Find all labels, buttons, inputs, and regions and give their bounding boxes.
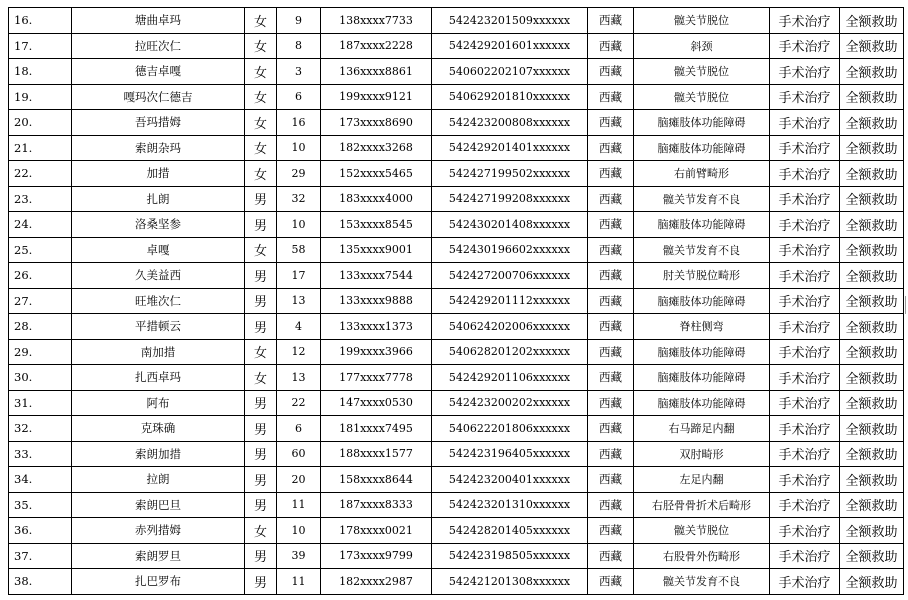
id-number-cell: 542423200202xxxxxx xyxy=(432,390,588,416)
diagnosis-cell: 脑瘫肢体功能障碍 xyxy=(634,339,770,365)
region-cell: 西藏 xyxy=(588,467,634,493)
aid-cell: 全额救助 xyxy=(840,467,904,493)
table-row xyxy=(9,518,904,544)
phone-cell: 133xxxx1373 xyxy=(321,314,432,340)
table-row xyxy=(9,212,904,238)
diagnosis-cell: 脑瘫肢体功能障碍 xyxy=(634,390,770,416)
name-cell: 洛桑坚参 xyxy=(72,212,245,238)
aid-cell: 全额救助 xyxy=(840,59,904,85)
sex-cell: 男 xyxy=(245,314,277,340)
diagnosis-cell: 髋关节发育不良 xyxy=(634,569,770,595)
table-row xyxy=(9,339,904,365)
phone-cell: 188xxxx1577 xyxy=(321,441,432,467)
aid-cell: 全额救助 xyxy=(840,135,904,161)
id-number-cell: 540628201202xxxxxx xyxy=(432,339,588,365)
row-number-cell: 24. xyxy=(9,212,72,238)
region-cell: 西藏 xyxy=(588,518,634,544)
sex-cell: 女 xyxy=(245,84,277,110)
row-number-cell: 38. xyxy=(9,569,72,595)
treatment-cell: 手术治疗 xyxy=(770,314,840,340)
aid-cell: 全额救助 xyxy=(840,212,904,238)
sex-cell: 男 xyxy=(245,390,277,416)
treatment-cell: 手术治疗 xyxy=(770,263,840,289)
aid-cell: 全额救助 xyxy=(840,416,904,442)
diagnosis-cell: 右前臂畸形 xyxy=(634,161,770,187)
treatment-cell: 手术治疗 xyxy=(770,416,840,442)
phone-cell: 133xxxx9888 xyxy=(321,288,432,314)
region-cell: 西藏 xyxy=(588,110,634,136)
sex-cell: 男 xyxy=(245,186,277,212)
aid-cell: 全额救助 xyxy=(840,33,904,59)
diagnosis-cell: 斜颈 xyxy=(634,33,770,59)
name-cell: 塘曲卓玛 xyxy=(72,8,245,34)
diagnosis-cell: 髋关节脱位 xyxy=(634,8,770,34)
phone-cell: 173xxxx8690 xyxy=(321,110,432,136)
treatment-cell: 手术治疗 xyxy=(770,441,840,467)
table-row xyxy=(9,263,904,289)
id-number-cell: 542427199502xxxxxx xyxy=(432,161,588,187)
phone-cell: 138xxxx7733 xyxy=(321,8,432,34)
diagnosis-cell: 髋关节脱位 xyxy=(634,518,770,544)
sex-cell: 男 xyxy=(245,288,277,314)
diagnosis-cell: 脑瘫肢体功能障碍 xyxy=(634,288,770,314)
table-row xyxy=(9,186,904,212)
sex-cell: 男 xyxy=(245,492,277,518)
sex-cell: 女 xyxy=(245,237,277,263)
region-cell: 西藏 xyxy=(588,33,634,59)
row-number-cell: 29. xyxy=(9,339,72,365)
row-number-cell: 21. xyxy=(9,135,72,161)
treatment-cell: 手术治疗 xyxy=(770,84,840,110)
phone-cell: 173xxxx9799 xyxy=(321,543,432,569)
treatment-cell: 手术治疗 xyxy=(770,467,840,493)
id-number-cell: 542429201106xxxxxx xyxy=(432,365,588,391)
treatment-cell: 手术治疗 xyxy=(770,59,840,85)
aid-cell: 全额救助 xyxy=(840,288,904,314)
sex-cell: 女 xyxy=(245,33,277,59)
treatment-cell: 手术治疗 xyxy=(770,569,840,595)
id-number-cell: 542423201509xxxxxx xyxy=(432,8,588,34)
aid-cell: 全额救助 xyxy=(840,492,904,518)
treatment-cell: 手术治疗 xyxy=(770,186,840,212)
age-cell: 8 xyxy=(277,33,321,59)
row-number-cell: 18. xyxy=(9,59,72,85)
id-number-cell: 542423200401xxxxxx xyxy=(432,467,588,493)
diagnosis-cell: 髋关节脱位 xyxy=(634,84,770,110)
diagnosis-cell: 脑瘫肢体功能障碍 xyxy=(634,135,770,161)
name-cell: 南加措 xyxy=(72,339,245,365)
diagnosis-cell: 双肘畸形 xyxy=(634,441,770,467)
sex-cell: 女 xyxy=(245,110,277,136)
sex-cell: 女 xyxy=(245,8,277,34)
row-number-cell: 34. xyxy=(9,467,72,493)
phone-cell: 158xxxx8644 xyxy=(321,467,432,493)
age-cell: 10 xyxy=(277,135,321,161)
sex-cell: 男 xyxy=(245,569,277,595)
name-cell: 索朗加措 xyxy=(72,441,245,467)
name-cell: 嘎玛次仁德吉 xyxy=(72,84,245,110)
age-cell: 16 xyxy=(277,110,321,136)
name-cell: 久美益西 xyxy=(72,263,245,289)
phone-cell: 133xxxx7544 xyxy=(321,263,432,289)
table-row xyxy=(9,569,904,595)
id-number-cell: 542423196405xxxxxx xyxy=(432,441,588,467)
region-cell: 西藏 xyxy=(588,263,634,289)
aid-cell: 全额救助 xyxy=(840,314,904,340)
id-number-cell: 540622201806xxxxxx xyxy=(432,416,588,442)
phone-cell: 182xxxx3268 xyxy=(321,135,432,161)
row-number-cell: 33. xyxy=(9,441,72,467)
sex-cell: 女 xyxy=(245,365,277,391)
row-number-cell: 36. xyxy=(9,518,72,544)
id-number-cell: 540629201810xxxxxx xyxy=(432,84,588,110)
table-row xyxy=(9,33,904,59)
row-number-cell: 35. xyxy=(9,492,72,518)
name-cell: 克珠确 xyxy=(72,416,245,442)
treatment-cell: 手术治疗 xyxy=(770,543,840,569)
row-number-cell: 30. xyxy=(9,365,72,391)
name-cell: 拉旺次仁 xyxy=(72,33,245,59)
table-row xyxy=(9,84,904,110)
patient-table xyxy=(8,7,904,595)
age-cell: 13 xyxy=(277,365,321,391)
diagnosis-cell: 髋关节发育不良 xyxy=(634,237,770,263)
table-row xyxy=(9,161,904,187)
name-cell: 索朗杂玛 xyxy=(72,135,245,161)
region-cell: 西藏 xyxy=(588,288,634,314)
table-row xyxy=(9,314,904,340)
row-number-cell: 37. xyxy=(9,543,72,569)
phone-cell: 177xxxx7778 xyxy=(321,365,432,391)
region-cell: 西藏 xyxy=(588,237,634,263)
age-cell: 9 xyxy=(277,8,321,34)
sex-cell: 女 xyxy=(245,518,277,544)
id-number-cell: 542430201408xxxxxx xyxy=(432,212,588,238)
row-number-cell: 16. xyxy=(9,8,72,34)
treatment-cell: 手术治疗 xyxy=(770,518,840,544)
table-row xyxy=(9,492,904,518)
treatment-cell: 手术治疗 xyxy=(770,110,840,136)
phone-cell: 181xxxx7495 xyxy=(321,416,432,442)
name-cell: 索朗罗旦 xyxy=(72,543,245,569)
phone-cell: 183xxxx4000 xyxy=(321,186,432,212)
name-cell: 扎西卓玛 xyxy=(72,365,245,391)
age-cell: 58 xyxy=(277,237,321,263)
name-cell: 旺堆次仁 xyxy=(72,288,245,314)
age-cell: 22 xyxy=(277,390,321,416)
diagnosis-cell: 脊柱侧弯 xyxy=(634,314,770,340)
name-cell: 卓嘎 xyxy=(72,237,245,263)
table-row xyxy=(9,59,904,85)
name-cell: 扎巴罗布 xyxy=(72,569,245,595)
phone-cell: 153xxxx8545 xyxy=(321,212,432,238)
name-cell: 阿布 xyxy=(72,390,245,416)
age-cell: 11 xyxy=(277,492,321,518)
diagnosis-cell: 肘关节脱位畸形 xyxy=(634,263,770,289)
aid-cell: 全额救助 xyxy=(840,518,904,544)
diagnosis-cell: 左足内翻 xyxy=(634,467,770,493)
age-cell: 20 xyxy=(277,467,321,493)
aid-cell: 全额救助 xyxy=(840,84,904,110)
diagnosis-cell: 右马蹄足内翻 xyxy=(634,416,770,442)
aid-cell: 全额救助 xyxy=(840,365,904,391)
age-cell: 12 xyxy=(277,339,321,365)
treatment-cell: 手术治疗 xyxy=(770,288,840,314)
region-cell: 西藏 xyxy=(588,339,634,365)
region-cell: 西藏 xyxy=(588,161,634,187)
treatment-cell: 手术治疗 xyxy=(770,492,840,518)
id-number-cell: 542427200706xxxxxx xyxy=(432,263,588,289)
name-cell: 吾玛措姆 xyxy=(72,110,245,136)
age-cell: 60 xyxy=(277,441,321,467)
aid-cell: 全额救助 xyxy=(840,543,904,569)
table-row xyxy=(9,8,904,34)
id-number-cell: 542427199208xxxxxx xyxy=(432,186,588,212)
table-row xyxy=(9,110,904,136)
row-number-cell: 19. xyxy=(9,84,72,110)
id-number-cell: 542428201405xxxxxx xyxy=(432,518,588,544)
region-cell: 西藏 xyxy=(588,492,634,518)
row-number-cell: 25. xyxy=(9,237,72,263)
diagnosis-cell: 髋关节发育不良 xyxy=(634,186,770,212)
aid-cell: 全额救助 xyxy=(840,263,904,289)
row-number-cell: 20. xyxy=(9,110,72,136)
diagnosis-cell: 右股骨外伤畸形 xyxy=(634,543,770,569)
id-number-cell: 542429201112xxxxxx xyxy=(432,288,588,314)
age-cell: 10 xyxy=(277,212,321,238)
age-cell: 4 xyxy=(277,314,321,340)
region-cell: 西藏 xyxy=(588,365,634,391)
aid-cell: 全额救助 xyxy=(840,237,904,263)
sex-cell: 女 xyxy=(245,59,277,85)
age-cell: 39 xyxy=(277,543,321,569)
sex-cell: 男 xyxy=(245,543,277,569)
region-cell: 西藏 xyxy=(588,543,634,569)
age-cell: 6 xyxy=(277,416,321,442)
sex-cell: 女 xyxy=(245,135,277,161)
treatment-cell: 手术治疗 xyxy=(770,161,840,187)
treatment-cell: 手术治疗 xyxy=(770,390,840,416)
row-number-cell: 26. xyxy=(9,263,72,289)
treatment-cell: 手术治疗 xyxy=(770,33,840,59)
region-cell: 西藏 xyxy=(588,135,634,161)
id-number-cell: 542430196602xxxxxx xyxy=(432,237,588,263)
table-row xyxy=(9,543,904,569)
phone-cell: 147xxxx0530 xyxy=(321,390,432,416)
treatment-cell: 手术治疗 xyxy=(770,8,840,34)
sex-cell: 男 xyxy=(245,212,277,238)
id-number-cell: 540602202107xxxxxx xyxy=(432,59,588,85)
age-cell: 17 xyxy=(277,263,321,289)
name-cell: 德吉卓嘎 xyxy=(72,59,245,85)
table-body xyxy=(9,8,904,595)
treatment-cell: 手术治疗 xyxy=(770,135,840,161)
id-number-cell: 540624202006xxxxxx xyxy=(432,314,588,340)
id-number-cell: 542429201401xxxxxx xyxy=(432,135,588,161)
id-number-cell: 542423200808xxxxxx xyxy=(432,110,588,136)
phone-cell: 187xxxx2228 xyxy=(321,33,432,59)
sex-cell: 男 xyxy=(245,467,277,493)
table-row xyxy=(9,288,904,314)
row-number-cell: 17. xyxy=(9,33,72,59)
phone-cell: 187xxxx8333 xyxy=(321,492,432,518)
id-number-cell: 542421201308xxxxxx xyxy=(432,569,588,595)
region-cell: 西藏 xyxy=(588,314,634,340)
region-cell: 西藏 xyxy=(588,212,634,238)
aid-cell: 全额救助 xyxy=(840,339,904,365)
row-number-cell: 23. xyxy=(9,186,72,212)
diagnosis-cell: 右胫骨骨折术后畸形 xyxy=(634,492,770,518)
age-cell: 32 xyxy=(277,186,321,212)
row-number-cell: 31. xyxy=(9,390,72,416)
diagnosis-cell: 脑瘫肢体功能障碍 xyxy=(634,110,770,136)
row-number-cell: 28. xyxy=(9,314,72,340)
aid-cell: 全额救助 xyxy=(840,390,904,416)
treatment-cell: 手术治疗 xyxy=(770,339,840,365)
name-cell: 加措 xyxy=(72,161,245,187)
diagnosis-cell: 髋关节脱位 xyxy=(634,59,770,85)
age-cell: 11 xyxy=(277,569,321,595)
diagnosis-cell: 脑瘫肢体功能障碍 xyxy=(634,365,770,391)
table-row xyxy=(9,467,904,493)
row-number-cell: 27. xyxy=(9,288,72,314)
age-cell: 13 xyxy=(277,288,321,314)
row-number-cell: 32. xyxy=(9,416,72,442)
aid-cell: 全额救助 xyxy=(840,186,904,212)
id-number-cell: 542423198505xxxxxx xyxy=(432,543,588,569)
name-cell: 扎朗 xyxy=(72,186,245,212)
treatment-cell: 手术治疗 xyxy=(770,212,840,238)
treatment-cell: 手术治疗 xyxy=(770,365,840,391)
region-cell: 西藏 xyxy=(588,186,634,212)
table-row xyxy=(9,135,904,161)
table-row xyxy=(9,365,904,391)
age-cell: 6 xyxy=(277,84,321,110)
region-cell: 西藏 xyxy=(588,84,634,110)
region-cell: 西藏 xyxy=(588,59,634,85)
sex-cell: 女 xyxy=(245,161,277,187)
age-cell: 10 xyxy=(277,518,321,544)
phone-cell: 199xxxx3966 xyxy=(321,339,432,365)
sex-cell: 男 xyxy=(245,441,277,467)
phone-cell: 182xxxx2987 xyxy=(321,569,432,595)
table-row xyxy=(9,441,904,467)
aid-cell: 全额救助 xyxy=(840,569,904,595)
id-number-cell: 542429201601xxxxxx xyxy=(432,33,588,59)
phone-cell: 199xxxx9121 xyxy=(321,84,432,110)
table-row xyxy=(9,390,904,416)
table-row xyxy=(9,416,904,442)
name-cell: 拉朗 xyxy=(72,467,245,493)
region-cell: 西藏 xyxy=(588,416,634,442)
row-number-cell: 22. xyxy=(9,161,72,187)
aid-cell: 全额救助 xyxy=(840,8,904,34)
diagnosis-cell: 脑瘫肢体功能障碍 xyxy=(634,212,770,238)
age-cell: 29 xyxy=(277,161,321,187)
region-cell: 西藏 xyxy=(588,441,634,467)
treatment-cell: 手术治疗 xyxy=(770,237,840,263)
id-number-cell: 542423201310xxxxxx xyxy=(432,492,588,518)
name-cell: 平措顿云 xyxy=(72,314,245,340)
sex-cell: 男 xyxy=(245,263,277,289)
region-cell: 西藏 xyxy=(588,390,634,416)
aid-cell: 全额救助 xyxy=(840,441,904,467)
aid-cell: 全额救助 xyxy=(840,110,904,136)
sex-cell: 男 xyxy=(245,416,277,442)
phone-cell: 135xxxx9001 xyxy=(321,237,432,263)
table-row xyxy=(9,237,904,263)
region-cell: 西藏 xyxy=(588,8,634,34)
name-cell: 索朗巴旦 xyxy=(72,492,245,518)
name-cell: 赤列措姆 xyxy=(72,518,245,544)
phone-cell: 152xxxx5465 xyxy=(321,161,432,187)
age-cell: 3 xyxy=(277,59,321,85)
phone-cell: 178xxxx0021 xyxy=(321,518,432,544)
phone-cell: 136xxxx8861 xyxy=(321,59,432,85)
region-cell: 西藏 xyxy=(588,569,634,595)
sex-cell: 女 xyxy=(245,339,277,365)
aid-cell: 全额救助 xyxy=(840,161,904,187)
